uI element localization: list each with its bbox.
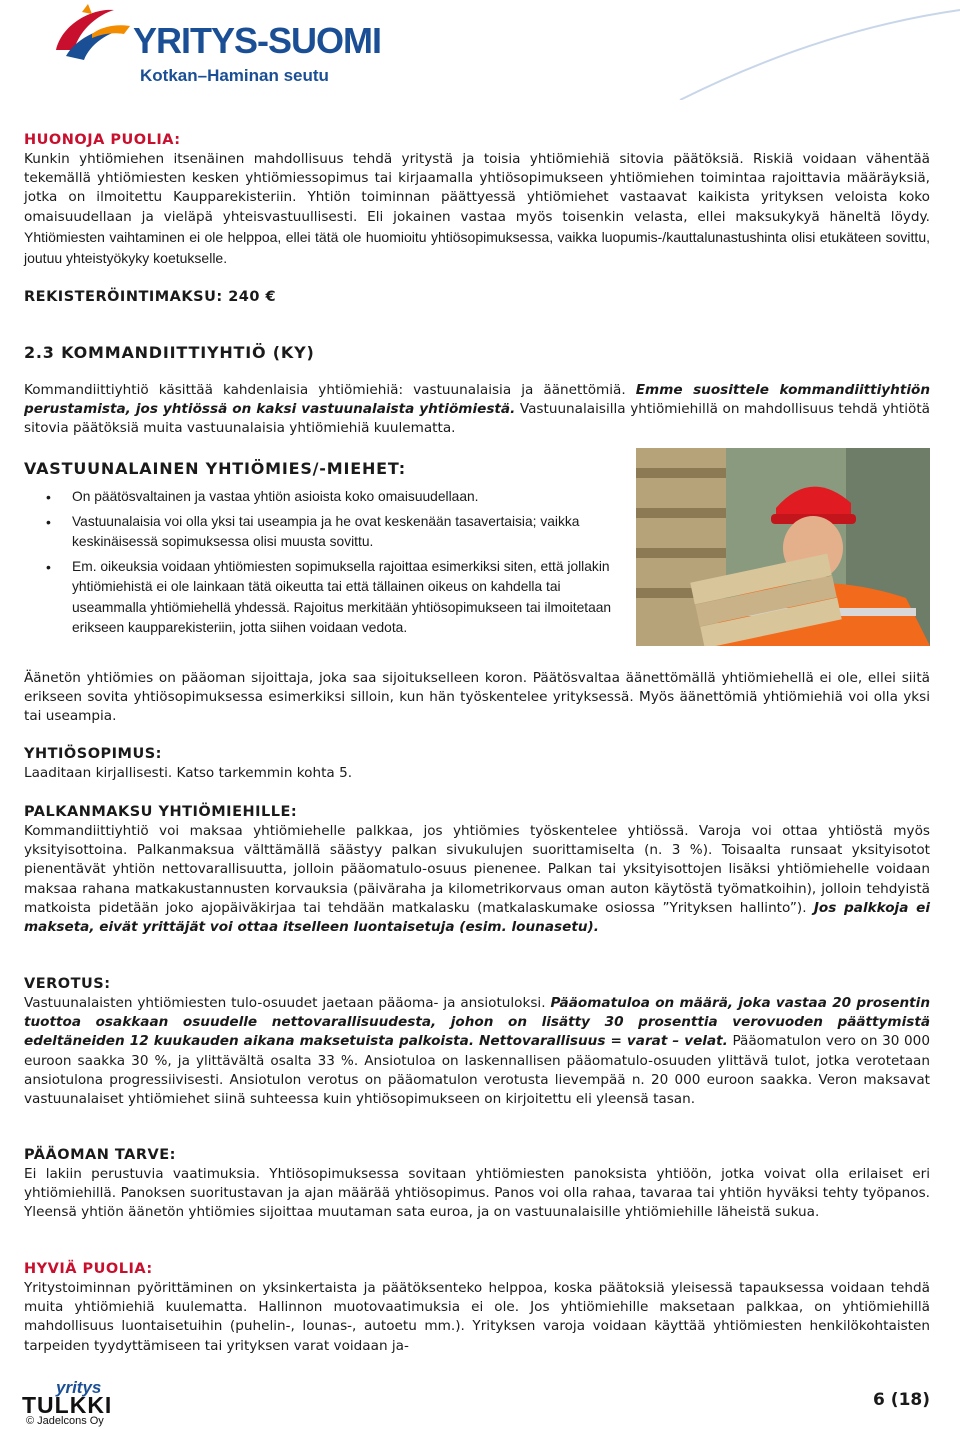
verotus-heading: VEROTUS: (24, 976, 111, 992)
yritys-suomi-logo-icon (52, 4, 132, 64)
hyvia-heading: HYVIÄ PUOLIA: (24, 1261, 153, 1277)
palkanmaksu-heading: PALKANMAKSU YHTIÖMIEHILLE: (24, 804, 298, 820)
palkanmaksu-text (24, 822, 930, 937)
huonoja-text-a: Kunkin yhtiömiehen itsenäinen mahdollisuus tehdä yritystä ja toisia yhtiömiehiä sitovia päätöksiä. Riskiä voidaan vähentää tekemällä yhtiömiesten kesken yhtiömiessopimus tai kirjaamalla yhtiösopimukseen yhtiömiehen toimintaa rajoittavia määräyksiä, jotka on ilmoitettu Kaupparekisteriin. Yhtiön toiminnan päättyessä yhtiömiehet vastaavat kaikista yrityksen veloista koko omaisuudellaan ja vieläpä yhteisvastuullisesti. Eli jokainen vastaa myös toisenkin velasta, ellei maksukykyä häneltä löydy. (24, 151, 930, 225)
huonoja-text (24, 150, 930, 269)
ky-text-em: Emme suosittele kommandiittiyhtiön perustamista, jos yhtiössä on kaksi vastuunalaista yhtiömiestä. (24, 382, 931, 418)
verotus-text-em: Pääomatuloa on määrä, joka vastaa 20 prosentin tuottoa osakkaan osuudelle nettovarallisuudesta, johon on lisätty 30 prosenttia verovuoden päättymistä edeltäneiden 12 kuukauden aikana maksetuista palkoista. Nettovarallisuus = varat – velat. (24, 995, 931, 1050)
list-item: • Em. oikeuksia voidaan yhtiömiesten sopimuksella rajoittaa esimerkiksi siten, että jollakin yhtiömiehistä ei ole lainkaan tätä oikeutta tai että tällainen oikeus on kahdella tai useammalla yhtiömiehellä yhdessä. Rajoitus merkitään yhtiösopimukseen tai ilmoitetaan erikseen kaupparekisteriin, jotta siihen voidaan vedota. (24, 557, 624, 639)
paaoman-heading: PÄÄOMAN TARVE: (24, 1147, 176, 1163)
page-header (0, 0, 960, 110)
ky-heading: 2.3 KOMMANDIITTIYHTIÖ (KY) (24, 343, 315, 362)
verotus-text-b: Pääomatulon vero on 30 000 euroon saakka 30 %, ja ylittävältä osalta 33 %. Ansiotuloa on laskennallisen pääomatulo-osuuden ylittävä tulot, jotka verotetaan ansiotulona progressiivisesti. Ansiotulon verotus on pääomatulon verotusta lievempää n. 20 000 euroon saakka. Veron maksavat vastuunalaiset yhtiömiehet siinä suhteessa kuin yhtiösopimukseen on kirjoitettu eli yleensä tasan. (24, 1033, 930, 1108)
huonoja-text-b: Yhtiömiesten vaihtaminen ei ole helppoa, ellei tätä ole huomioitu yhtiösopimuksessa, vaikka luopumis-/kauttalunastushinta olisi etukäteen sovittu, joutuu yhteistyökyky koetukselle. (24, 228, 930, 267)
section-palkanmaksu (24, 803, 930, 937)
worker-photo (636, 448, 930, 646)
rekisteri-heading: REKISTERÖINTIMAKSU: 240 € (24, 289, 277, 305)
yhtiosopimus-heading: YHTIÖSOPIMUS: (24, 746, 162, 762)
ky-text (24, 381, 930, 439)
section-paaoman (24, 1146, 930, 1223)
paaoman-text: Ei lakiin perustuvia vaatimuksia. Yhtiösopimuksessa sovitaan yhtiömiesten panoksista yhtiöön, jotka voivat olla erilaiset eri yhtiömiehillä. Panoksen suoritustavan ja ajan määrää yhtiösopimus. Panos voi olla rahaa, tavaraa tai yhtiön hyväksi tehty työpanos. Yleensä yhtiön äänetön yhtiömies sijoittaa muutaman sata euroa, ja on vastuunalaisille yhtiömiehille läheistä sukua. (24, 1166, 930, 1221)
ky-text-a: Kommandiittiyhtiö käsittää kahdenlaisia yhtiömiehiä: vastuunalaisia ja äänettömiä. (24, 382, 626, 398)
logo-subtitle: Kotkan–Haminan seutu (140, 66, 329, 85)
page-number: 6 (18) (873, 1390, 930, 1410)
verotus-text (24, 994, 930, 1109)
list-item: • Vastuunalaisia voi olla yksi tai useampia ja he ovat keskenään tasavertaisia; vaikka keskinäisessä sopimuksessa olisi muusta sovittu. (24, 512, 624, 553)
yritystulkki-logo (22, 1378, 132, 1428)
palkanmaksu-text-a: Kommandiittiyhtiö voi maksaa yhtiömiehelle palkkaa, jos yhtiömies työskentelee yhtiössä. Varoja voi ottaa yhtiöstä myös yksityisottoina. Palkanmaksua välttämällä säästyy palkan sivukulujen suorittamiselta (n. 3 %). Toisaalta runsaat yksityisotot pienentävät yhtiön nettovarallisuutta, jolloin pääomatulo-osuus pienenee. Palkan tai yksityisottojen lisäksi yhtiömiehelle voidaan maksaa rahana matkakustannusten korvauksia (päiväraha ja kilometrikorvaus oman auton käytöstä työmatkoihin), jolloin tehdyistä matkoista pidetään joko ajopäiväkirjaa tai tehdään matkalasku (matkalaskumake osiossa ”Yrityksen hallinto”). (24, 823, 930, 916)
header-decoration (560, 0, 960, 100)
palkanmaksu-text-em: Jos palkkoja ei makseta, eivät yrittäjät voi ottaa itselleen luontaisetuja (esim. lounasetu). (24, 899, 930, 936)
footer-logo-top: yritys (56, 1378, 102, 1397)
aaneton-text: Äänetön yhtiömies on pääoman sijoittaja, joka saa sijoitukselleen koron. Päätösvaltaa äänettömällä yhtiömiehellä ei ole, ellei siitä erikseen sovita yhtiösopimuksessa esimerkiksi silloin, kun hän työskentelee yrityksessä. Myös äänettömiä yhtiömiehiä voi olla yksi tai useampia. (24, 670, 930, 725)
section-verotus (24, 975, 930, 1109)
section-aaneton (24, 669, 930, 727)
hyvia-text: Yritystoiminnan pyörittäminen on yksinkertaista ja päätöksenteko helppoa, koska päätoksiä yleisessä tapauksessa voidaan tehdä muita yhtiömiehiä kuulematta. Hallinnon muotovaatimuksia ei ole. Jos yhtiömiehille maksetaan palkkaa, on yhtiömiehillä mahdollisuus luontaisetuihin (puhelin-, lounas-, autoetu mm.). Yrityksen varoja voidaan käyttää yhtiömiesten henkilökohtaisten tarpeiden tyydyttämiseen tai yrityksen varat voidaan ja- (24, 1280, 930, 1354)
section-yhtiosopimus (24, 745, 930, 783)
yhtiosopimus-text: Laaditaan kirjallisesti. Katso tarkemmin kohta 5. (24, 765, 353, 781)
section-ky (24, 343, 930, 439)
section-huonoja (24, 131, 930, 269)
list-item: • On päätösvaltainen ja vastaa yhtiön asioista koko omaisuudellaan. (24, 487, 624, 508)
footer-copyright: © Jadelcons Oy (26, 1415, 104, 1427)
vastuunalainen-heading: VASTUUNALAINEN YHTIÖMIES/-MIEHET: (24, 459, 406, 478)
ky-text-b: Vastuunalaisilla yhtiömiehillä on mahdollisuus tehdä yhtiötä sitovia päätöksiä muita vastuunalaisia yhtiömiehiä kuulemattа. (24, 401, 930, 437)
huonoja-heading: HUONOJA PUOLIA: (24, 132, 181, 148)
vastuunalainen-list (24, 487, 624, 639)
section-rekisteri (24, 288, 930, 307)
verotus-text-a: Vastuunalaisten yhtiömiesten tulo-osuudet jaetaan pääoma- ja ansiotuloksi. (24, 995, 546, 1011)
logo-title: YRITYS-SUOMI (133, 20, 382, 61)
section-hyvia (24, 1260, 930, 1356)
footer-logo-main: TULKKI (22, 1392, 113, 1418)
